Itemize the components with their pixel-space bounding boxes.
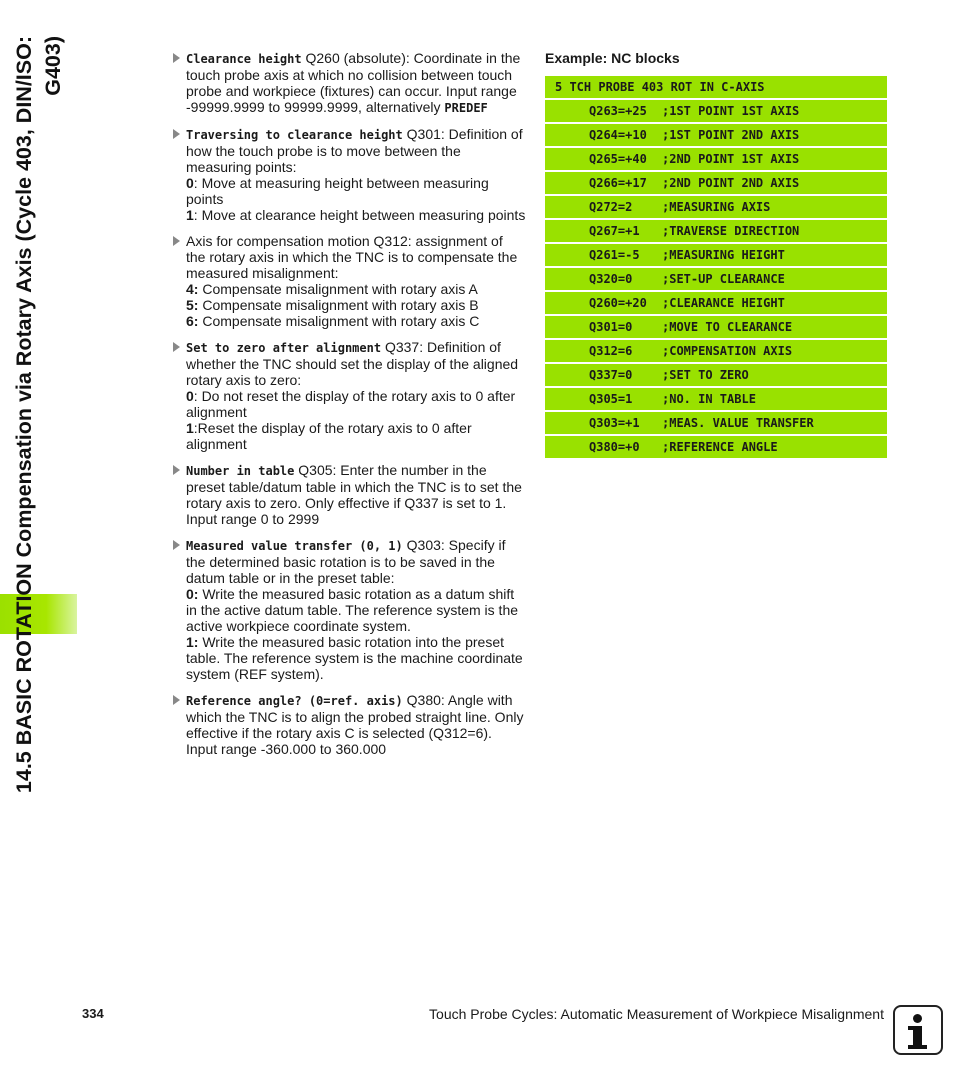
option-text: Compensate misalignment with rotary axis C [198,313,480,329]
nc-example [545,50,887,460]
nc-param: Q263=+25 [589,104,647,118]
param-option [186,297,526,313]
param-description: Q380: Angle with which the TNC is to align the probed straight line. Only effective if the rotary axis C is selected (Q312=6). Input range -360.000 to 360.000 [186,692,524,757]
param-key: Set to zero after alignment [186,341,382,355]
param-measured-value-transfer [171,537,526,682]
option-key: 0 [186,388,194,404]
triangle-bullet-icon [173,695,180,705]
option-key: 1 [186,207,194,223]
option-key: 0: [186,586,199,602]
nc-comment: ;2ND POINT 2ND AXIS [662,176,800,190]
nc-comment: ;MEAS. VALUE TRANSFER [662,416,814,430]
footer-chapter-title: Touch Probe Cycles: Automatic Measurement of Workpiece Misalignment [429,1006,884,1022]
side-title-line2: G403) [41,36,65,96]
param-option [186,634,526,682]
option-text: : Do not reset the display of the rotary axis to 0 after alignment [186,388,516,420]
triangle-bullet-icon [173,236,180,246]
param-option [186,388,526,420]
nc-block-line [545,124,887,146]
nc-comment: ;SET-UP CLEARANCE [662,272,785,286]
param-key: Traversing to clearance height [186,128,403,142]
triangle-bullet-icon [173,53,180,63]
triangle-bullet-icon [173,342,180,352]
nc-block-line [545,244,887,266]
nc-param: Q266=+17 [589,176,647,190]
side-chapter-title [10,36,70,956]
example-title: Example: NC blocks [545,50,680,66]
param-traversing [171,126,526,223]
param-key: Clearance height [186,52,302,66]
option-key: 0 [186,175,194,191]
nc-param: Q265=+40 [589,152,647,166]
nc-block-list [545,100,887,458]
nc-param: Q261=-5 [589,248,640,262]
param-description: Q305: Enter the number in the preset table/datum table in which the TNC is to set the rotary axis to zero. Only effective if Q337 is set to 1. Input range 0 to 2999 [186,462,522,527]
option-key: 6: [186,313,199,329]
option-text: : Move at clearance height between measuring points [193,207,526,223]
triangle-bullet-icon [173,465,180,475]
param-key: Reference angle? (0=ref. axis) [186,694,403,708]
param-key: Measured value transfer (0, 1) [186,539,403,553]
nc-block-line [545,268,887,290]
param-set-to-zero [171,339,526,452]
info-icon [893,1005,943,1055]
nc-comment: ;MOVE TO CLEARANCE [662,320,793,334]
nc-param: Q264=+10 [589,128,647,142]
nc-param: Q272=2 [589,200,633,214]
option-text: : Move at measuring height between measuring points [186,175,489,207]
option-text: Compensate misalignment with rotary axis B [198,297,479,313]
param-option [186,207,526,223]
nc-comment: ;NO. IN TABLE [662,392,756,406]
nc-block-line [545,292,887,314]
option-key: 5: [186,297,199,313]
nc-block-line [545,316,887,338]
nc-block-line [545,220,887,242]
param-key: Number in table [186,464,295,478]
nc-comment: ;SET TO ZERO [662,368,749,382]
side-title-line1: 14.5 BASIC ROTATION Compensation via Rotary Axis (Cycle 403, DIN/ISO: [12,36,36,794]
param-reference-angle [171,692,526,757]
triangle-bullet-icon [173,129,180,139]
param-option [186,175,526,207]
nc-comment: ;COMPENSATION AXIS [662,344,793,358]
nc-param: Q312=6 [589,344,633,358]
nc-comment: ;2ND POINT 1ST AXIS [662,152,800,166]
param-option [186,313,526,329]
nc-block-line [545,196,887,218]
nc-param: Q337=0 [589,368,633,382]
nc-comment: ;MEASURING AXIS [662,200,771,214]
nc-block-line [545,364,887,386]
nc-block-line [545,340,887,362]
nc-param: Q260=+20 [589,296,647,310]
param-description: Axis for compensation motion Q312: assignment of the rotary axis in which the TNC is to compensate the measured misalignment: [186,233,518,281]
param-option [186,420,526,452]
nc-block-line [545,100,887,122]
parameter-list [171,50,526,767]
option-key: 4: [186,281,199,297]
nc-comment: ;1ST POINT 1ST AXIS [662,104,800,118]
option-text: :Reset the display of the rotary axis to 0 after alignment [186,420,472,452]
nc-param: Q303=+1 [589,416,640,430]
option-text: Compensate misalignment with rotary axis A [198,281,478,297]
nc-block-line [545,172,887,194]
option-key: 1: [186,634,199,650]
option-key: 1 [186,420,194,436]
param-option [186,586,526,634]
nc-comment: ;CLEARANCE HEIGHT [662,296,785,310]
nc-param: Q380=+0 [589,440,640,454]
param-description: Q260 (absolute): Coordinate in the touch probe axis at which no collision between touch probe and workpiece (fixtures) can occur. Input range -99999.9999 to 99999.9999, alternatively [186,50,521,115]
option-text: Write the measured basic rotation into the preset table. The reference system is the machine coordinate system (REF system). [186,634,523,682]
nc-comment: ;TRAVERSE DIRECTION [662,224,800,238]
param-clearance-height [171,50,526,116]
page-number: 334 [82,1006,104,1021]
nc-param: Q305=1 [589,392,633,406]
nc-comment: ;REFERENCE ANGLE [662,440,778,454]
nc-block-header: 5 TCH PROBE 403 ROT IN C-AXIS [545,76,887,98]
nc-block-line [545,412,887,434]
param-description: Q303: Specify if the determined basic rotation is to be saved in the datum table or in the preset table: [186,537,506,586]
nc-block-line [545,148,887,170]
nc-block-line [545,388,887,410]
param-compensation-axis [171,233,526,329]
nc-param: Q320=0 [589,272,633,286]
predef-keyword: PREDEF [444,101,488,115]
option-text: Write the measured basic rotation as a datum shift in the active datum table. The reference system is the active workpiece coordinate system. [186,586,519,634]
param-description: Q337: Definition of whether the TNC should set the display of the aligned rotary axis to zero: [186,339,519,388]
param-description: Q301: Definition of how the touch probe is to move between the measuring points: [186,126,523,175]
triangle-bullet-icon [173,540,180,550]
nc-comment: ;MEASURING HEIGHT [662,248,785,262]
nc-block-line [545,436,887,458]
param-number-in-table [171,462,526,527]
nc-param: Q301=0 [589,320,633,334]
nc-param: Q267=+1 [589,224,640,238]
param-option [186,281,526,297]
nc-comment: ;1ST POINT 2ND AXIS [662,128,800,142]
